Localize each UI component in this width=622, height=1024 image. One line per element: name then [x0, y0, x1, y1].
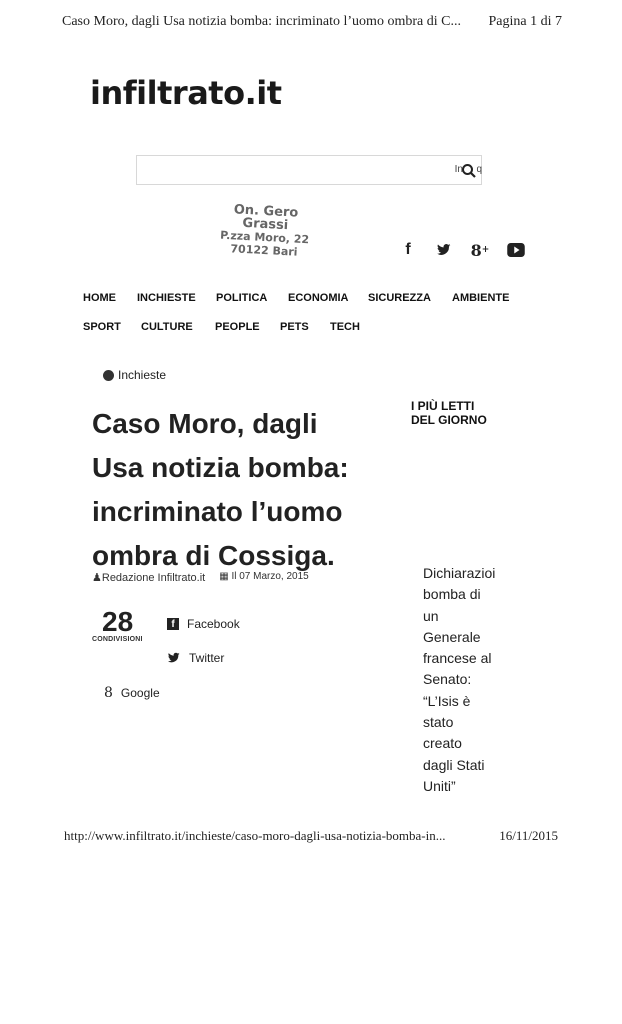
sidebar-heading [411, 399, 521, 427]
globe-icon [103, 370, 114, 381]
facebook-icon[interactable]: f [405, 241, 411, 258]
nav-item-inchieste[interactable]: INCHIESTE [137, 292, 196, 304]
sidebar-article-line: Dichiarazioi [423, 565, 496, 581]
title-line: Caso Moro, dagli [92, 408, 318, 439]
shares-label: CONDIVISIONI [92, 636, 143, 643]
print-footer-url: http://www.infiltrato.it/inchieste/caso-moro-dagli-usa-notizia-bomba-in... [64, 828, 446, 843]
sidebar-article-line: francese al [423, 650, 492, 667]
shares-count: 28 [102, 606, 134, 637]
stamp-line-1: On. Gero Grassi [233, 202, 299, 234]
sidebar-article-line: stato [423, 714, 454, 731]
nav-item-sport[interactable]: SPORT [83, 321, 121, 333]
nav-item-home[interactable]: HOME [83, 292, 116, 304]
stamp-line-2: P.zza Moro, 22 [219, 228, 310, 247]
nav-item-pets[interactable]: PETS [280, 321, 309, 333]
sidebar-article-link[interactable] [423, 563, 503, 797]
title-line: Usa notizia bomba: [92, 452, 349, 483]
sidebar-article-line: creato [423, 735, 462, 752]
sidebar-article-line: Senato: [423, 671, 472, 688]
social-links [398, 240, 526, 260]
nav-item-tech[interactable]: TECH [330, 321, 360, 333]
sidebar-article-line: Uniti” [423, 777, 456, 794]
author-name: Redazione Infiltrato.it [101, 572, 206, 584]
twitter-icon[interactable] [434, 240, 454, 260]
address-stamp [209, 202, 322, 260]
sidebar-heading-line: I PIÙ LETTI [411, 399, 475, 413]
print-header-title: Caso Moro, dagli Usa notizia bomba: incriminato l’uomo ombra di C... [62, 14, 461, 29]
date-text: Il 07 Marzo, 2015 [231, 571, 309, 582]
nav-item-sicurezza[interactable]: SICUREZZA [368, 292, 431, 304]
sidebar-heading-line: DEL GIORNO [411, 413, 487, 427]
share-google-button[interactable] [104, 685, 160, 701]
stamp-line-3: 70122 Bari [230, 242, 298, 259]
google-plus-icon[interactable]: 8 + [470, 240, 490, 260]
share-twitter-label: Twitter [189, 651, 225, 665]
publish-date [219, 571, 309, 584]
search-input[interactable] [136, 155, 482, 185]
share-facebook-label: Facebook [187, 617, 240, 631]
print-footer [64, 826, 558, 846]
user-icon: ♟ [92, 572, 102, 584]
title-line: incriminato l’uomo [92, 496, 343, 527]
category-label: Inchieste [118, 368, 167, 382]
print-header [62, 12, 562, 32]
nav-item-people[interactable]: PEOPLE [215, 321, 260, 333]
share-twitter-button[interactable] [167, 651, 224, 665]
search-icon[interactable] [461, 163, 477, 179]
article-category[interactable] [103, 368, 166, 382]
facebook-icon: f [167, 618, 179, 630]
title-line: ombra di Cossiga. [92, 540, 335, 571]
sidebar-article-line: un [423, 607, 439, 624]
nav-item-politica[interactable]: POLITICA [216, 292, 268, 304]
share-google-label: Google [120, 686, 160, 700]
search-suffix: q [476, 164, 482, 175]
author[interactable] [92, 571, 205, 584]
article-meta [92, 571, 309, 584]
article-title [92, 402, 382, 578]
youtube-icon[interactable] [506, 240, 526, 260]
site-logo[interactable]: infiltrato.it [90, 74, 282, 112]
twitter-icon [167, 651, 181, 665]
calendar-icon: ▦ [219, 571, 229, 582]
search-placeholder: In [454, 164, 463, 175]
print-header-page: Pagina 1 di 7 [488, 14, 562, 29]
sidebar-article-line: dagli Stati [423, 756, 485, 773]
sidebar-article-line: Generale [423, 628, 481, 645]
sidebar-article-line: bomba di [423, 586, 481, 603]
sidebar-article-line: “L’Isis è [423, 692, 471, 709]
nav-item-ambiente[interactable]: AMBIENTE [452, 292, 510, 304]
print-footer-date: 16/11/2015 [499, 828, 558, 843]
nav-item-economia[interactable]: ECONOMIA [288, 292, 349, 304]
nav-item-culture[interactable]: CULTURE [141, 321, 193, 333]
google-icon: 8 [104, 685, 113, 701]
share-facebook-button[interactable] [167, 617, 240, 631]
